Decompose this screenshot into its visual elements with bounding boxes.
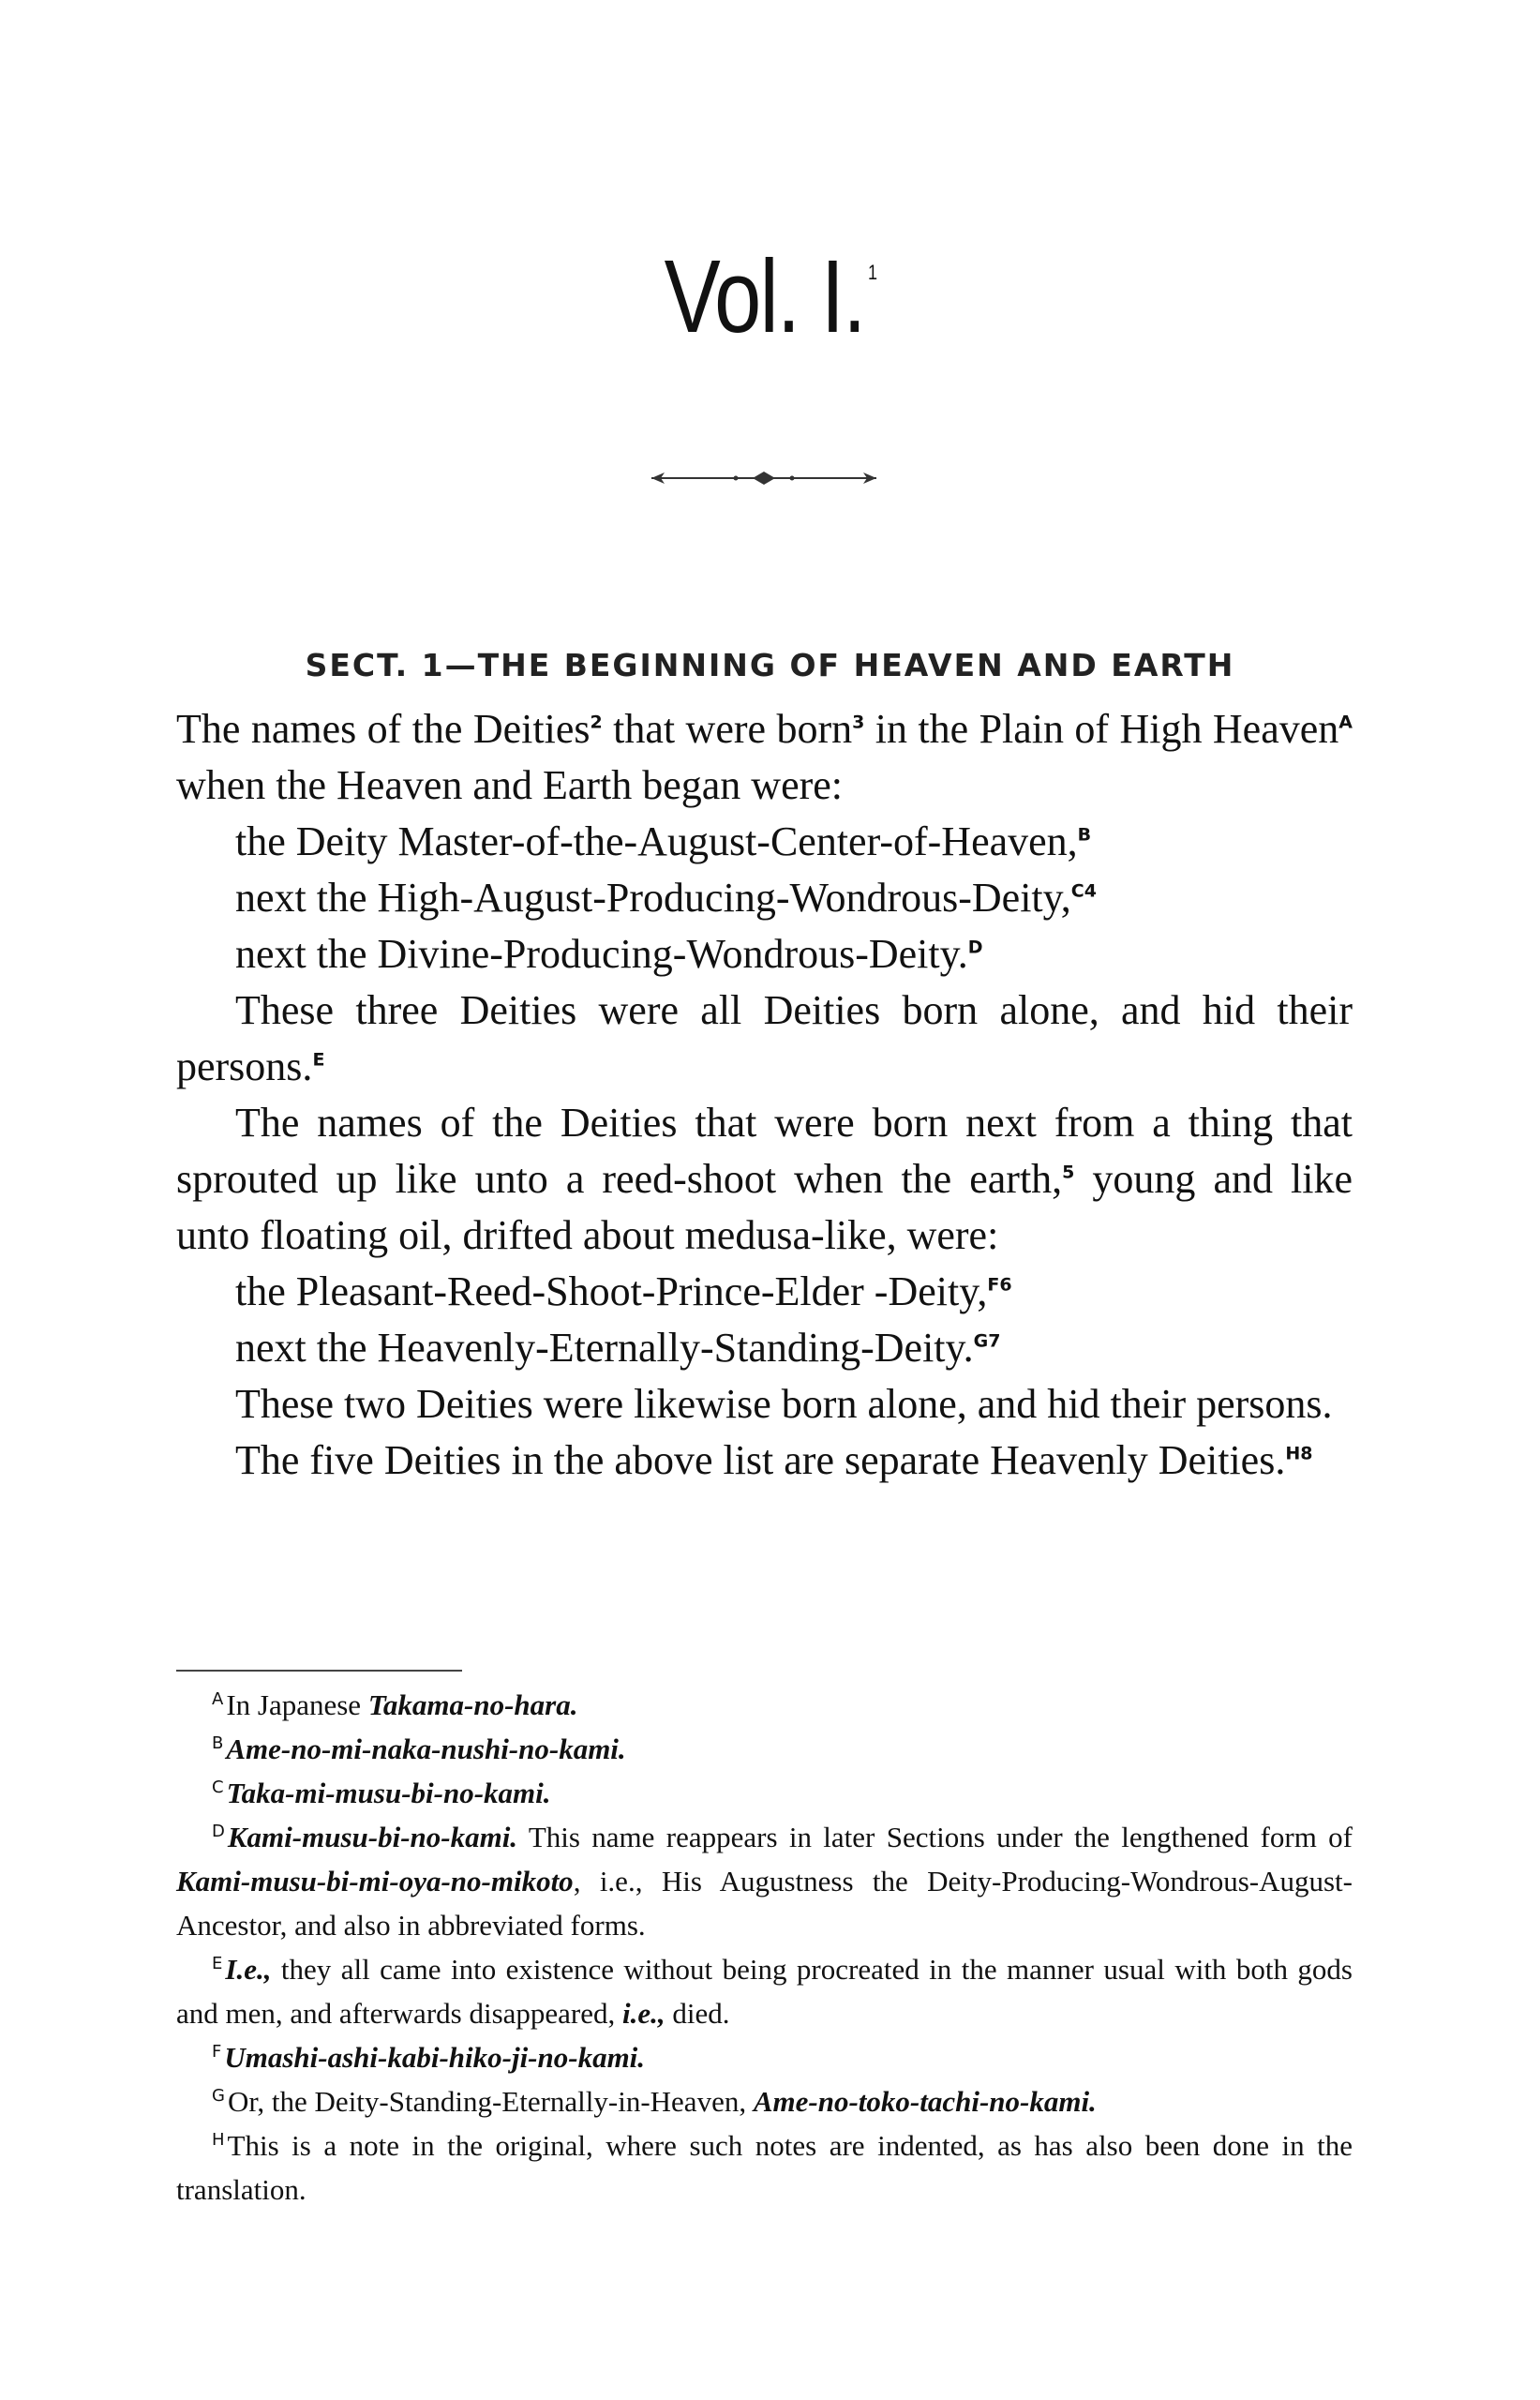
section-heading: SECT. 1—THE BEGINNING OF HEAVEN AND EARTH [305, 647, 1235, 683]
text-span: These three Deities were all Deities born alone, and hid their persons. [176, 987, 1353, 1089]
footnote-ref: G7 [973, 1330, 1001, 1352]
text-span: young and like unto floating oil, drifted about medusa-like, were: [176, 1156, 1353, 1258]
footnote-D [176, 1815, 1353, 1947]
deity-list-item [176, 1264, 1353, 1320]
text-span: In Japanese [226, 1688, 368, 1721]
footnote-ref: C4 [1070, 880, 1097, 902]
footnote-mark: D [212, 1821, 225, 1841]
italic-span: I.e., [225, 1953, 272, 1986]
text-span: the Deity Master-of-the-August-Center-of-Heaven, [235, 818, 1078, 864]
text-span: The five Deities in the above list are separate Heavenly Deities. [235, 1437, 1286, 1483]
text-span: the Pleasant-Reed-Shoot-Prince-Elder -Deity, [235, 1268, 988, 1314]
text-span: , i.e., His Augustness the Deity-Producing-Wondrous-August-Ancestor, and also in abbreviated forms. [176, 1865, 1353, 1942]
italic-span: i.e., [622, 1997, 665, 2030]
footnote-ref: 5 [1062, 1162, 1075, 1183]
text-span: next the Divine-Producing-Wondrous-Deity. [235, 931, 968, 977]
italic-span: Umashi-ashi-kabi-hiko-ji-no-kami. [224, 2041, 646, 2074]
text-span: they all came into existence without being procreated in the manner usual with both gods and men, and afterwards disappeared, [176, 1953, 1353, 2030]
text-span: that were born [602, 706, 853, 752]
footnote-mark: F [212, 2041, 222, 2062]
footnote-ref: H8 [1285, 1443, 1313, 1464]
text-span: This name reappears in later Sections under the lengthened form of [517, 1821, 1353, 1853]
text-span: The names of the Deities that were born next from a thing that sprouted up like unto a reed-shoot when the earth, [176, 1100, 1353, 1202]
italic-span: Kami-musu-bi-no-kami. [227, 1821, 518, 1853]
footnote-mark: E [212, 1953, 223, 1973]
text-span: died. [665, 1997, 730, 2030]
footnote-G [176, 2079, 1353, 2123]
paragraph [176, 1095, 1353, 1264]
paragraph [176, 982, 1353, 1095]
footnote-C [176, 1771, 1353, 1815]
footnote-mark: G [212, 2085, 225, 2106]
text-span: These two Deities were likewise born alone, and hid their persons. [235, 1381, 1333, 1427]
deity-list-item [176, 1320, 1353, 1376]
deity-list-item [176, 926, 1353, 982]
main-text [176, 701, 1353, 1489]
footnote-ref: F6 [987, 1274, 1012, 1296]
footnote-ref: A [1338, 712, 1353, 733]
footnote-ref: 3 [852, 712, 865, 733]
paragraph-intro [176, 701, 1353, 814]
footnote-E [176, 1947, 1353, 2035]
italic-span: Ame-no-mi-naka-nushi-no-kami. [226, 1732, 626, 1765]
italic-span: Ame-no-toko-tachi-no-kami. [753, 2085, 1097, 2118]
italic-span: Takama-no-hara. [367, 1688, 578, 1721]
footnotes [176, 1683, 1353, 2212]
volume-title-text: Vol. I. [664, 239, 865, 354]
footnote-A [176, 1683, 1353, 1727]
footnote-H [176, 2123, 1353, 2212]
footnote-mark: H [212, 2129, 225, 2150]
paragraph [176, 1376, 1353, 1432]
footnote-ref: E [312, 1049, 325, 1071]
italic-span: Kami-musu-bi-mi-oya-no-mikoto [176, 1865, 574, 1898]
text-span: The names of the Deities [176, 706, 591, 752]
deity-list-item [176, 870, 1353, 926]
text-span: next the High-August-Producing-Wondrous-Deity, [235, 875, 1071, 921]
footnote-mark: C [212, 1777, 224, 1797]
footnote-B [176, 1727, 1353, 1771]
text-span: This is a note in the original, where such notes are indented, as has also been done in the translation. [176, 2129, 1353, 2206]
footnote-mark: A [212, 1688, 224, 1709]
footnote-mark: B [212, 1732, 224, 1753]
footnote-ref: 2 [590, 712, 603, 733]
italic-span: Taka-mi-musu-bi-no-kami. [226, 1777, 551, 1809]
footnote-ref: B [1077, 824, 1092, 846]
deity-list-item [176, 814, 1353, 870]
text-span: when the Heaven and Earth began were: [176, 762, 844, 808]
footnote-F [176, 2035, 1353, 2079]
paragraph [176, 1432, 1353, 1489]
footnote-ref: D [967, 937, 983, 958]
text-span: Or, the Deity-Standing-Eternally-in-Heaven, [227, 2085, 754, 2118]
volume-title-note-marker: 1 [868, 261, 876, 285]
text-span: next the Heavenly-Eternally-Standing-Deity. [235, 1325, 974, 1371]
footnote-divider [176, 1670, 462, 1672]
text-span: in the Plain of High Heaven [864, 706, 1339, 752]
volume-title [139, 239, 1401, 354]
ornament-divider [642, 464, 886, 492]
